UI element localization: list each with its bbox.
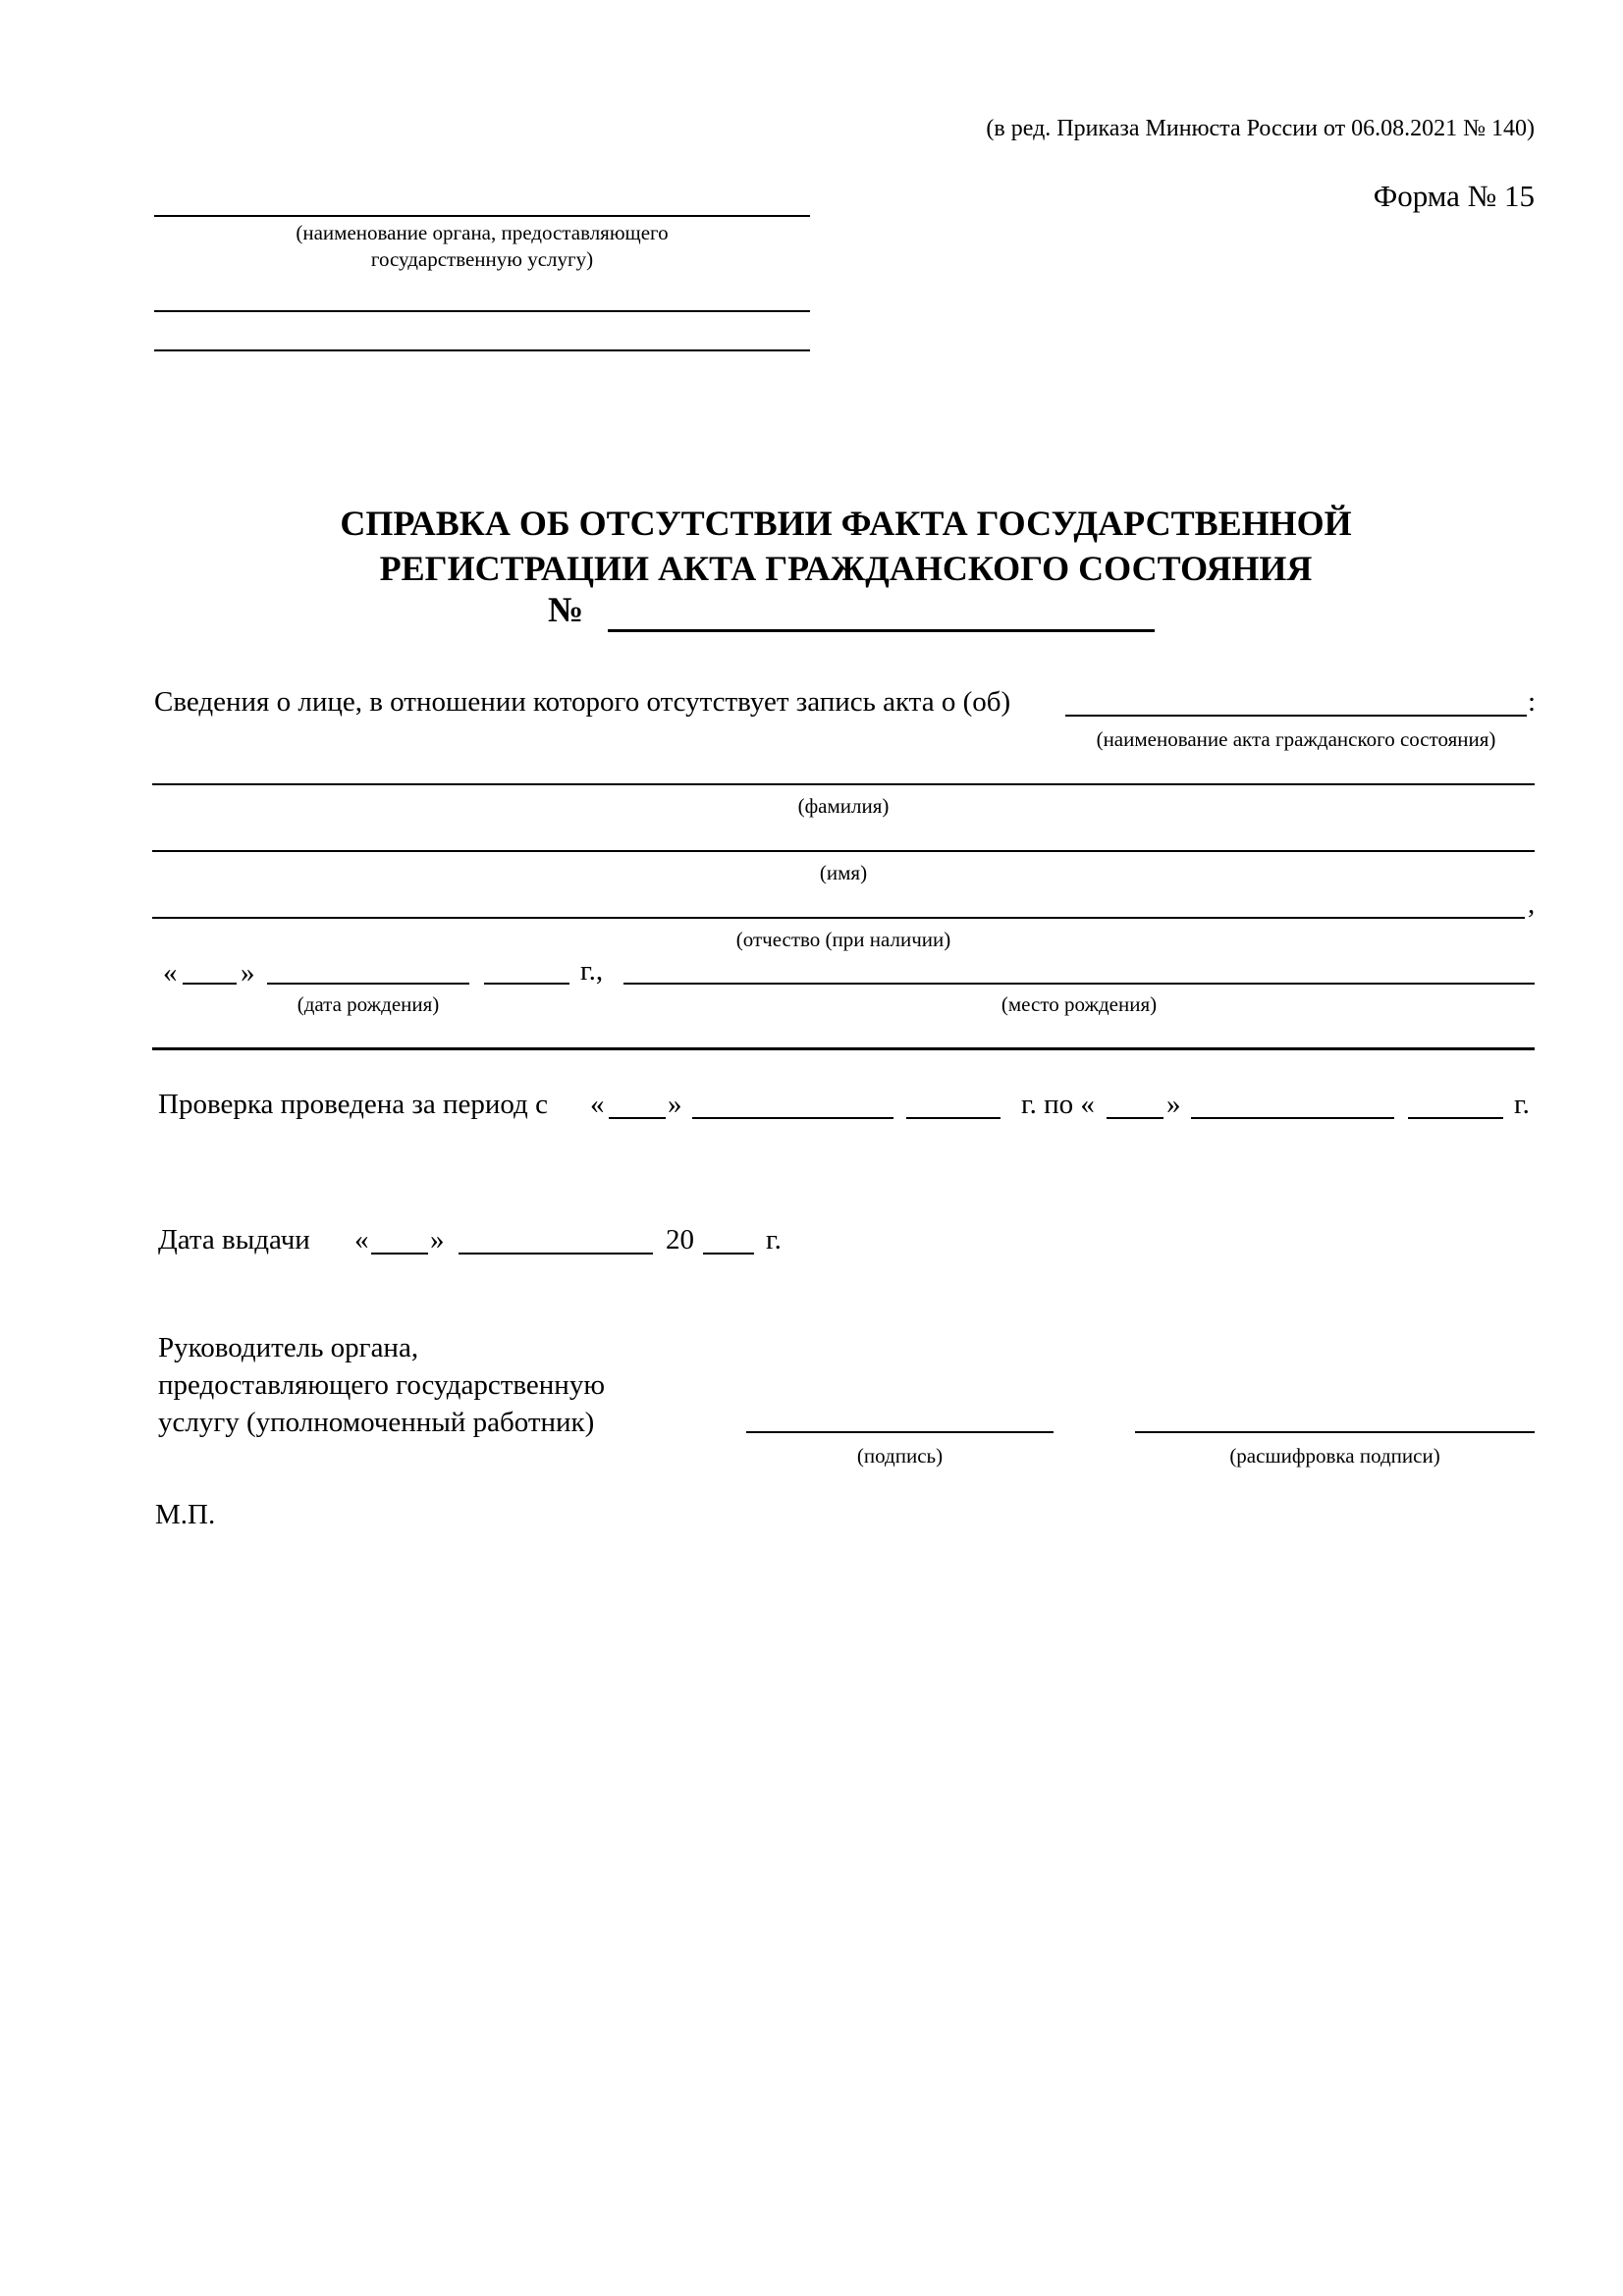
- period-from-year-field[interactable]: [906, 1117, 1001, 1119]
- first-name-caption: (имя): [819, 861, 868, 884]
- issue-month-field[interactable]: [459, 1253, 653, 1255]
- birth-place-field[interactable]: [623, 983, 1535, 985]
- birth-day-field[interactable]: [183, 983, 237, 985]
- issue-quote-close: »: [430, 1224, 445, 1255]
- act-name-caption: (наименование акта гражданского состояния): [1096, 727, 1496, 751]
- signature-caption: (подпись): [856, 1444, 944, 1468]
- document-title-line1: СПРАВКА ОБ ОТСУТСТВИИ ФАКТА ГОСУДАРСТВЕННОЙ: [340, 504, 1352, 543]
- intro-colon: :: [1528, 686, 1537, 718]
- authority-name-field[interactable]: [154, 215, 810, 217]
- authority-caption-line2: государственную услугу): [370, 247, 594, 271]
- birth-date-caption: (дата рождения): [297, 992, 440, 1016]
- period-to-day-field[interactable]: [1107, 1117, 1163, 1119]
- period-to-year-field[interactable]: [1408, 1117, 1503, 1119]
- issue-century: 20: [666, 1224, 694, 1255]
- birth-day-quote-close: »: [241, 957, 255, 988]
- birth-year-suffix: г.,: [580, 955, 604, 987]
- period-to-month-field[interactable]: [1191, 1117, 1394, 1119]
- signature-field[interactable]: [746, 1431, 1054, 1433]
- authority-caption-line1: (наименование органа, предоставляющего: [296, 221, 669, 244]
- birth-day-quote-open: «: [163, 957, 178, 988]
- document-title-line2: РЕГИСТРАЦИИ АКТА ГРАЖДАНСКОГО СОСТОЯНИЯ: [379, 549, 1313, 588]
- signer-role-line1: Руководитель органа,: [158, 1332, 419, 1363]
- authority-extra-field-2[interactable]: [154, 349, 810, 351]
- form-number: Форма № 15: [1373, 179, 1535, 213]
- period-year-end: г.: [1514, 1089, 1530, 1120]
- certificate-number-field[interactable]: [608, 629, 1155, 632]
- issue-quote-open: «: [354, 1224, 369, 1255]
- first-name-field[interactable]: [152, 850, 1535, 852]
- birth-place-extra-field[interactable]: [152, 1047, 1535, 1050]
- person-intro-text: Сведения о лице, в отношении которого отсутствует запись акта о (об): [154, 686, 1011, 718]
- patronymic-caption: (отчество (при наличии): [735, 928, 951, 951]
- period-from-quote-open: «: [590, 1089, 605, 1120]
- act-name-field[interactable]: [1065, 715, 1527, 717]
- amendment-note: (в ред. Приказа Минюста России от 06.08.2021 № 140): [986, 116, 1535, 141]
- issue-date-label: Дата выдачи: [158, 1224, 310, 1255]
- signer-role-line3: услугу (уполномоченный работник): [158, 1407, 595, 1438]
- issue-year-field[interactable]: [703, 1253, 754, 1255]
- issue-day-field[interactable]: [371, 1253, 428, 1255]
- period-from-quote-close: »: [668, 1089, 682, 1120]
- period-to-quote-close: »: [1166, 1089, 1181, 1120]
- signer-role-line2: предоставляющего государственную: [158, 1369, 605, 1401]
- signature-decoding-caption: (расшифровка подписи): [1229, 1444, 1440, 1468]
- period-label: Проверка проведена за период с: [158, 1089, 548, 1120]
- period-from-day-field[interactable]: [609, 1117, 666, 1119]
- birth-year-field[interactable]: [484, 983, 569, 985]
- signature-decoding-field[interactable]: [1135, 1431, 1535, 1433]
- period-from-month-field[interactable]: [692, 1117, 893, 1119]
- patronymic-field[interactable]: [152, 917, 1525, 919]
- surname-field[interactable]: [152, 783, 1535, 785]
- birth-month-field[interactable]: [267, 983, 469, 985]
- stamp-place: М.П.: [155, 1499, 216, 1530]
- patronymic-comma: ,: [1528, 888, 1536, 920]
- period-to-label: г. по «: [1021, 1089, 1095, 1120]
- surname-caption: (фамилия): [797, 794, 890, 818]
- birth-place-caption: (место рождения): [1001, 992, 1158, 1016]
- issue-year-suffix: г.: [766, 1224, 782, 1255]
- number-sign: №: [548, 590, 584, 629]
- authority-extra-field-1[interactable]: [154, 310, 810, 312]
